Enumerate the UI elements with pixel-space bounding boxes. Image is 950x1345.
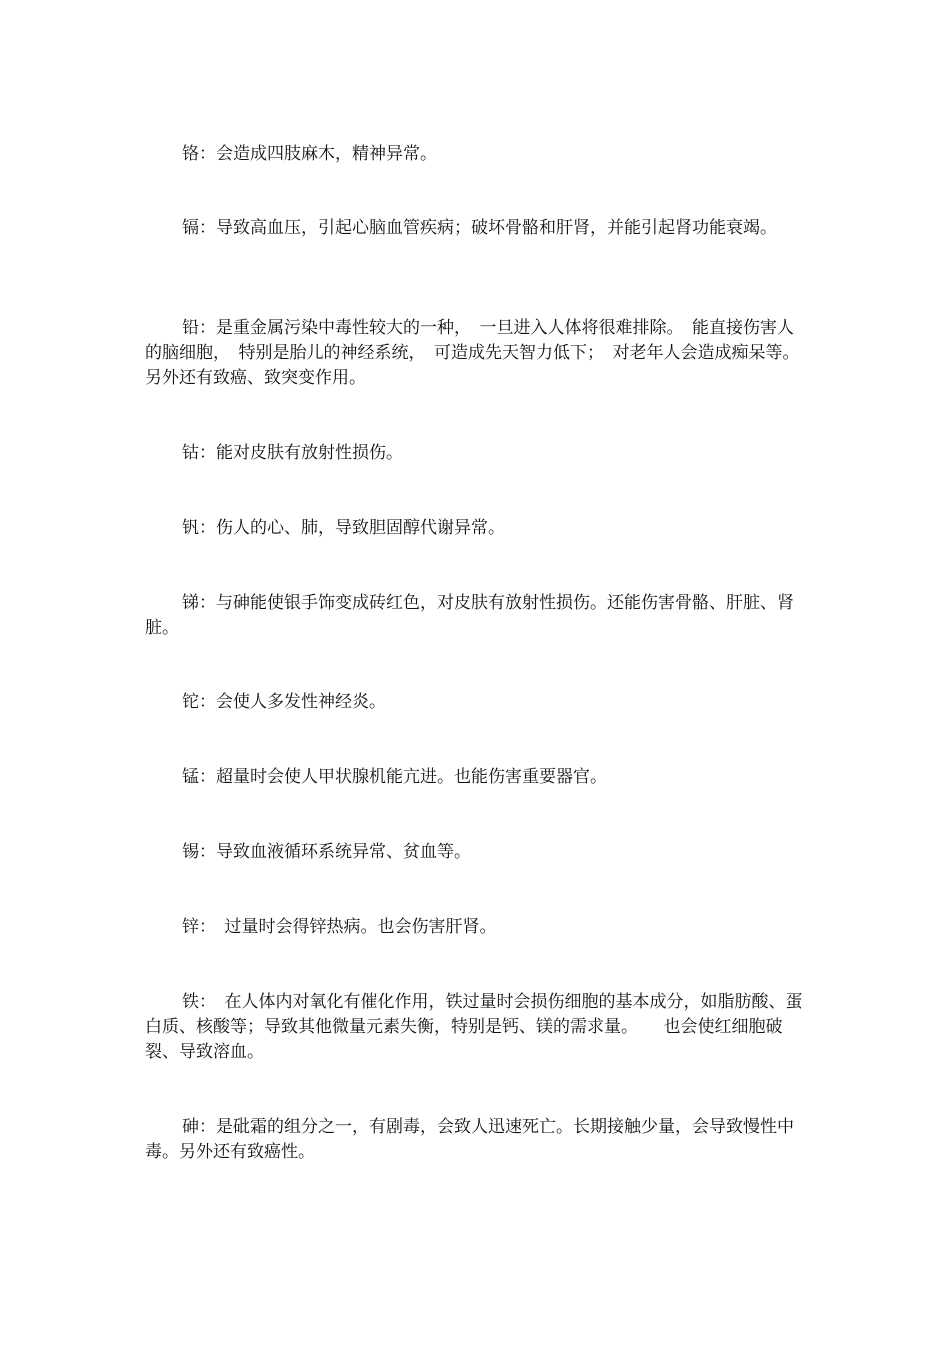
- paragraph-thallium: 铊：会使人多发性神经炎。: [182, 692, 386, 712]
- paragraph-zinc: 锌： 过量时会得锌热病。也会伤害肝肾。: [182, 917, 497, 937]
- paragraph-manganese: 锰：超量时会使人甲状腺机能亢进。也能伤害重要器官。: [182, 767, 607, 787]
- paragraph-iron: 铁： 在人体内对氧化有催化作用，铁过量时会损伤细胞的基本成分，如脂肪酸、蛋白质、核酸等；导致其他微量元素失衡，特别是钙、镁的需求量。 也会使红细胞破裂、导致溶血。: [145, 992, 803, 1062]
- paragraph-chromium: 铬：会造成四肢麻木，精神异常。: [182, 144, 437, 164]
- paragraph-cobalt: 钴：能对皮肤有放射性损伤。: [182, 443, 403, 463]
- paragraph-tin: 锡：导致血液循环系统异常、贫血等。: [182, 842, 471, 862]
- paragraph-cadmium: 镉：导致高血压，引起心脑血管疾病；破坏骨骼和肝肾，并能引起肾功能衰竭。: [182, 218, 777, 238]
- paragraph-vanadium: 钒：伤人的心、肺，导致胆固醇代谢异常。: [182, 518, 505, 538]
- paragraph-antimony: 锑：与砷能使银手饰变成砖红色，对皮肤有放射性损伤。还能伤害骨骼、肝脏、肾脏。: [145, 593, 794, 638]
- paragraph-lead: 铅：是重金属污染中毒性较大的一种， 一旦进入人体将很难排除。 能直接伤害人的脑细胞， 特别是胎儿的神经系统， 可造成先天智力低下； 对老年人会造成痴呆等。 另外还有致癌、致突变作用。: [145, 318, 808, 388]
- paragraph-arsenic: 砷：是砒霜的组分之一，有剧毒，会致人迅速死亡。长期接触少量，会导致慢性中毒。另外还有致癌性。: [145, 1117, 794, 1162]
